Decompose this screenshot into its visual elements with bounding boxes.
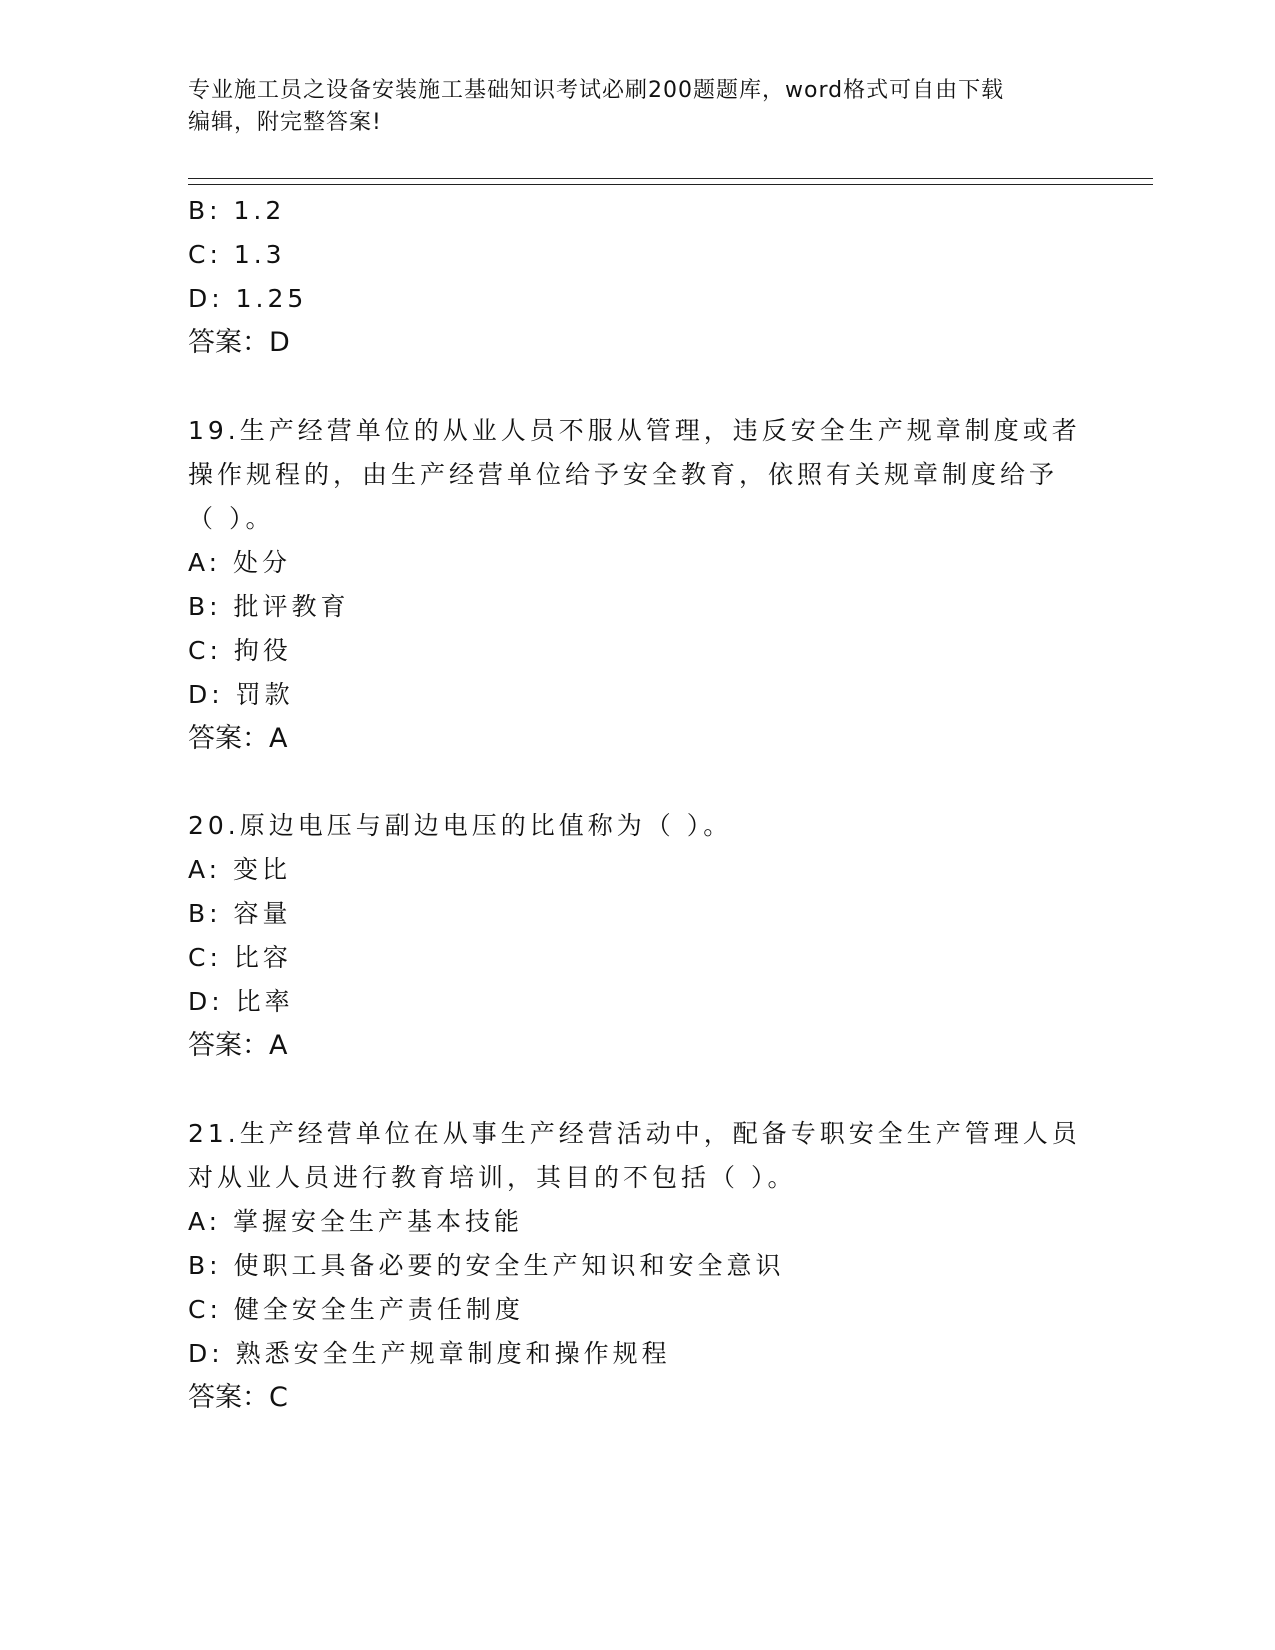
q19-answer: 答案：A <box>188 723 288 754</box>
q20-option-d: D: 比率 <box>188 987 294 1016</box>
q21-stem-line-1: 21.生产经营单位在从事生产经营活动中，配备专职安全生产管理人员 <box>188 1119 1081 1148</box>
header-divider-bottom <box>188 184 1153 185</box>
q19-stem-line-1: 19.生产经营单位的从业人员不服从管理，违反安全生产规章制度或者 <box>188 416 1081 445</box>
header-title-line-2: 编辑，附完整答案! <box>188 110 382 135</box>
q21-option-a: A: 掌握安全生产基本技能 <box>188 1207 524 1236</box>
header-divider-top <box>188 178 1153 179</box>
q21-option-b: B: 使职工具备必要的安全生产知识和安全意识 <box>188 1251 785 1280</box>
q20-stem-line-1: 20.原边电压与副边电压的比值称为（ ）。 <box>188 811 733 840</box>
q20-option-b: B: 容量 <box>188 899 292 928</box>
q21-option-d: D: 熟悉安全生产规章制度和操作规程 <box>188 1339 671 1368</box>
q18-option-c: C: 1.3 <box>188 240 286 269</box>
q19-option-b: B: 批评教育 <box>188 592 350 621</box>
page-header <box>188 75 1088 139</box>
q19-option-d: D: 罚款 <box>188 680 294 709</box>
q19-option-a: A: 处分 <box>188 548 292 577</box>
q20-option-a: A: 变比 <box>188 855 292 884</box>
q19-option-c: C: 拘役 <box>188 636 292 665</box>
q20-option-c: C: 比容 <box>188 943 292 972</box>
q19-stem-line-3: （ ）。 <box>188 504 275 533</box>
q20-answer: 答案：A <box>188 1030 288 1061</box>
q18-answer: 答案：D <box>188 327 290 358</box>
q21-answer: 答案：C <box>188 1382 288 1413</box>
q21-option-c: C: 健全安全生产责任制度 <box>188 1295 524 1324</box>
q18-option-d: D: 1.25 <box>188 284 308 313</box>
q18-option-b: B: 1.2 <box>188 196 286 225</box>
header-title-line-1: 专业施工员之设备安装施工基础知识考试必刷200题题库，word格式可自由下载 <box>188 78 1005 103</box>
q21-stem-line-2: 对从业人员进行教育培训，其目的不包括（ ）。 <box>188 1163 797 1192</box>
q19-stem-line-2: 操作规程的，由生产经营单位给予安全教育，依照有关规章制度给予 <box>188 460 1059 489</box>
